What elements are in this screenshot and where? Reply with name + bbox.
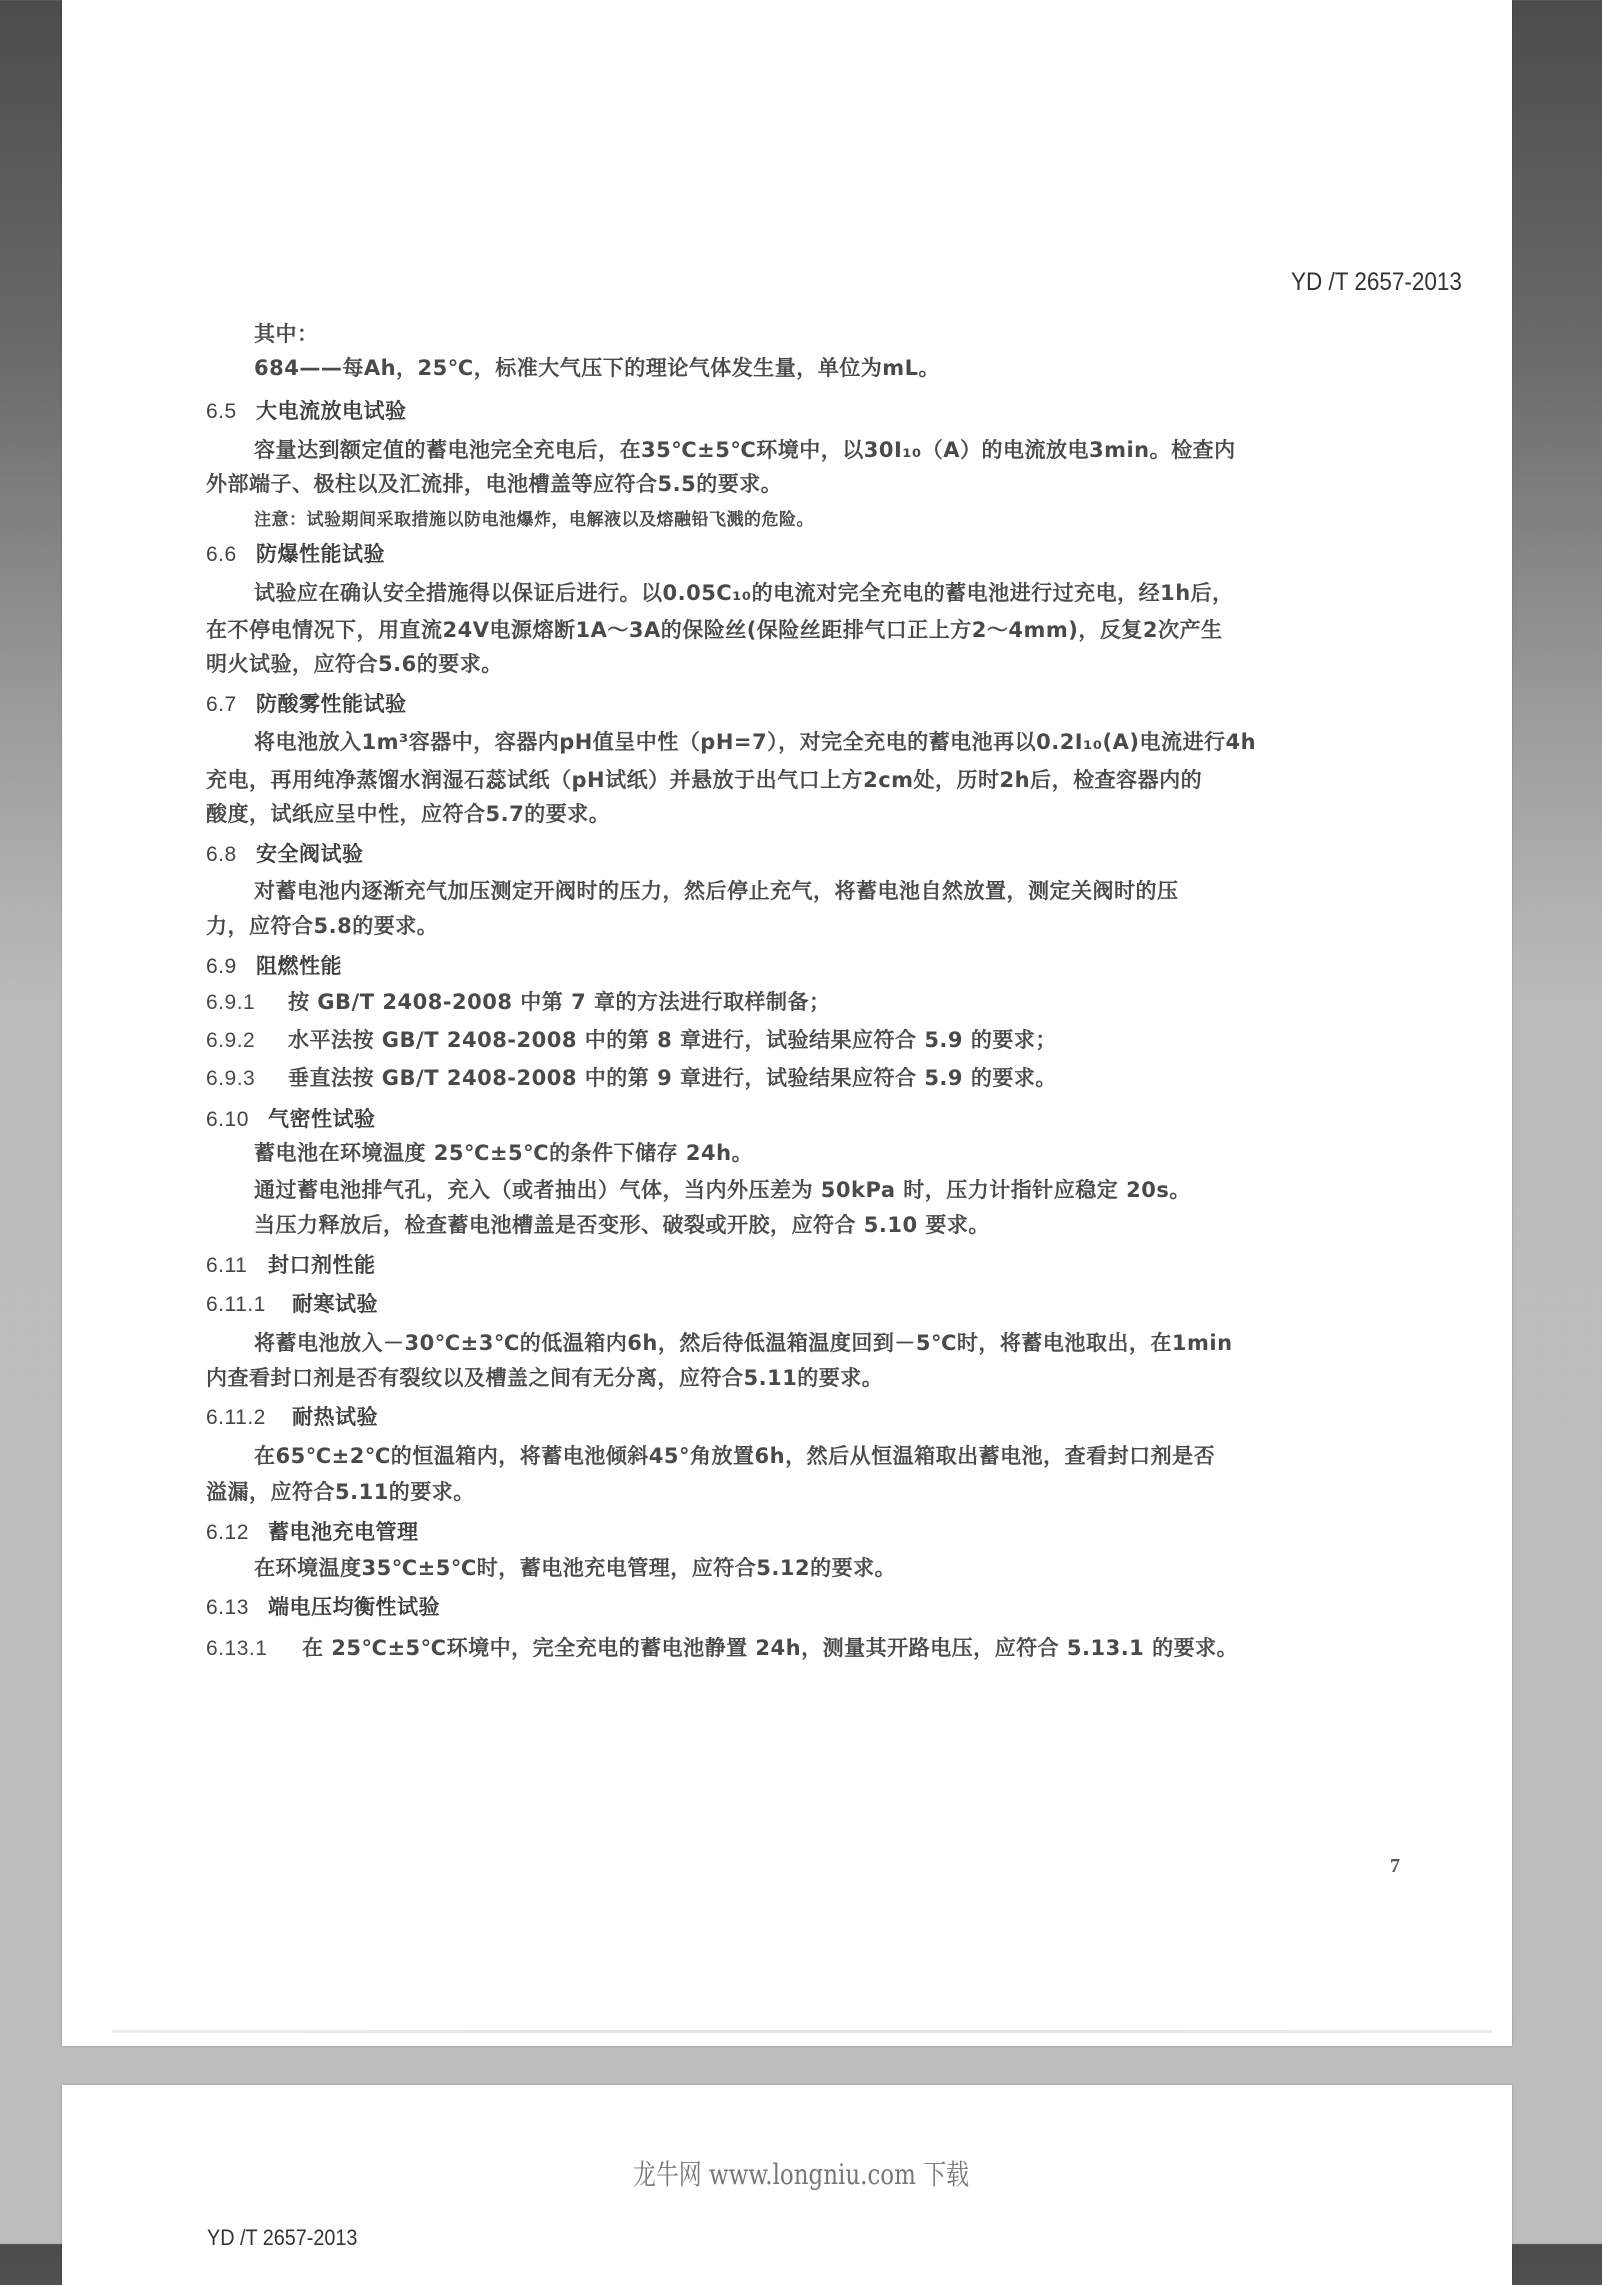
paragraph-line: 外部端子、极柱以及汇流排，电池槽盖等应符合5.5的要求。 — [206, 472, 783, 496]
subclause-item — [206, 1026, 1057, 1055]
section-title: 大电流放电试验 — [256, 399, 407, 423]
section-number: 6.12 — [206, 1521, 249, 1544]
section-number: 6.11.1 — [206, 1293, 266, 1316]
section-number: 6.11 — [206, 1254, 248, 1277]
subclause-number: 6.9.1 — [206, 991, 256, 1014]
subclause-text: 垂直法按 GB/T 2408-2008 中的第 9 章进行，试验结果应符合 5.9 的要求。 — [288, 1066, 1057, 1090]
paragraph-line: 在不停电情况下，用直流24V电源熔断1A～3A的保险丝(保险丝距排气口正上方2～4mm)，反复2次产生 — [206, 618, 1223, 642]
section-heading — [206, 952, 342, 981]
section-title: 蓄电池充电管理 — [268, 1520, 419, 1544]
paragraph-line: 蓄电池在环境温度 25℃±5℃的条件下储存 24h。 — [254, 1141, 754, 1165]
subclause-text: 水平法按 GB/T 2408-2008 中的第 8 章进行，试验结果应符合 5.9 的要求； — [288, 1028, 1057, 1052]
paragraph-line: 将电池放入1m³容器中，容器内pH值呈中性（pH=7），对完全充电的蓄电池再以0.2I₁₀(A)电流进行4h — [254, 730, 1257, 754]
subclause-text: 在 25℃±5℃环境中，完全充电的蓄电池静置 24h，测量其开路电压，应符合 5.13.1 的要求。 — [302, 1636, 1239, 1660]
paragraph-line: 在环境温度35℃±5℃时，蓄电池充电管理，应符合5.12的要求。 — [254, 1556, 897, 1580]
page-bottom-rule — [112, 2030, 1492, 2033]
subclause-item — [206, 1064, 1057, 1093]
subclause-number: 6.9.2 — [206, 1029, 256, 1052]
subclause-item — [206, 988, 831, 1017]
paragraph-line: 在65℃±2℃的恒温箱内，将蓄电池倾斜45°角放置6h，然后从恒温箱取出蓄电池，查看封口剂是否 — [254, 1444, 1216, 1468]
section-title: 端电压均衡性试验 — [268, 1595, 440, 1619]
section-number: 6.7 — [206, 693, 237, 716]
paragraph-line: 力，应符合5.8的要求。 — [206, 914, 439, 938]
page-number: 7 — [1390, 1855, 1400, 1877]
paragraph-line: 酸度，试纸应呈中性，应符合5.7的要求。 — [206, 802, 611, 826]
section-number: 6.9 — [206, 955, 237, 978]
section-title: 封口剂性能 — [268, 1253, 376, 1277]
section-heading — [206, 1403, 378, 1432]
subclause-item — [206, 1634, 1238, 1663]
section-number: 6.13 — [206, 1596, 249, 1619]
section-title: 耐热试验 — [292, 1405, 378, 1429]
note-text: 注意：试验期间采取措施以防电池爆炸，电解液以及熔融铅飞溅的危险。 — [254, 510, 814, 530]
standard-code-header: YD /T 2657-2013 — [1291, 268, 1462, 296]
section-heading — [206, 1593, 440, 1622]
section-heading — [206, 397, 407, 426]
standard-code-header-page2: YD /T 2657-2013 — [207, 2225, 358, 2250]
section-title: 安全阀试验 — [256, 842, 364, 866]
document-page-7 — [62, 0, 1512, 2046]
section-heading — [206, 1290, 378, 1319]
section-number: 6.10 — [206, 1108, 249, 1131]
subclause-text: 按 GB/T 2408-2008 中第 7 章的方法进行取样制备； — [288, 990, 831, 1014]
paragraph-line: 684——每Ah，25℃，标准大气压下的理论气体发生量，单位为mL。 — [254, 356, 940, 380]
section-heading — [206, 540, 385, 569]
paragraph-line: 其中： — [254, 322, 319, 346]
section-title: 耐寒试验 — [292, 1292, 378, 1316]
paragraph-line: 对蓄电池内逐渐充气加压测定开阀时的压力，然后停止充气，将蓄电池自然放置，测定关阀时的压 — [254, 879, 1179, 903]
section-number: 6.5 — [206, 400, 237, 423]
section-number: 6.8 — [206, 843, 237, 866]
section-heading — [206, 1251, 376, 1280]
subclause-number: 6.13.1 — [206, 1637, 268, 1660]
section-number: 6.6 — [206, 543, 237, 566]
section-number: 6.11.2 — [206, 1406, 266, 1429]
paragraph-line: 内查看封口剂是否有裂纹以及槽盖之间有无分离，应符合5.11的要求。 — [206, 1366, 884, 1390]
section-title: 防酸雾性能试验 — [256, 692, 407, 716]
section-heading — [206, 1105, 376, 1134]
section-heading — [206, 1518, 419, 1547]
section-title: 防爆性能试验 — [256, 542, 385, 566]
watermark-text: 龙牛网 www.longniu.com 下载 — [632, 2158, 970, 2191]
subclause-number: 6.9.3 — [206, 1067, 256, 1090]
paragraph-line: 容量达到额定值的蓄电池完全充电后，在35℃±5℃环境中，以30I₁₀（A）的电流放电3min。检查内 — [254, 438, 1236, 462]
paragraph-line: 通过蓄电池排气孔，充入（或者抽出）气体，当内外压差为 50kPa 时，压力计指针应稳定 20s。 — [254, 1178, 1191, 1202]
paragraph-line: 溢漏，应符合5.11的要求。 — [206, 1480, 475, 1504]
paragraph-line: 当压力释放后，检查蓄电池槽盖是否变形、破裂或开胶，应符合 5.10 要求。 — [254, 1213, 990, 1237]
section-heading — [206, 690, 407, 719]
paragraph-line: 试验应在确认安全措施得以保证后进行。以0.05C₁₀的电流对完全充电的蓄电池进行过充电，经1h后， — [254, 581, 1234, 605]
section-title: 阻燃性能 — [256, 954, 342, 978]
paragraph-line: 将蓄电池放入－30℃±3℃的低温箱内6h，然后待低温箱温度回到－5℃时，将蓄电池取出，在1min — [254, 1331, 1233, 1355]
paragraph-line: 明火试验，应符合5.6的要求。 — [206, 652, 503, 676]
section-heading — [206, 840, 364, 869]
section-title: 气密性试验 — [268, 1107, 376, 1131]
paragraph-line: 充电，再用纯净蒸馏水润湿石蕊试纸（pH试纸）并悬放于出气口上方2cm处，历时2h后，检查容器内的 — [206, 768, 1203, 792]
